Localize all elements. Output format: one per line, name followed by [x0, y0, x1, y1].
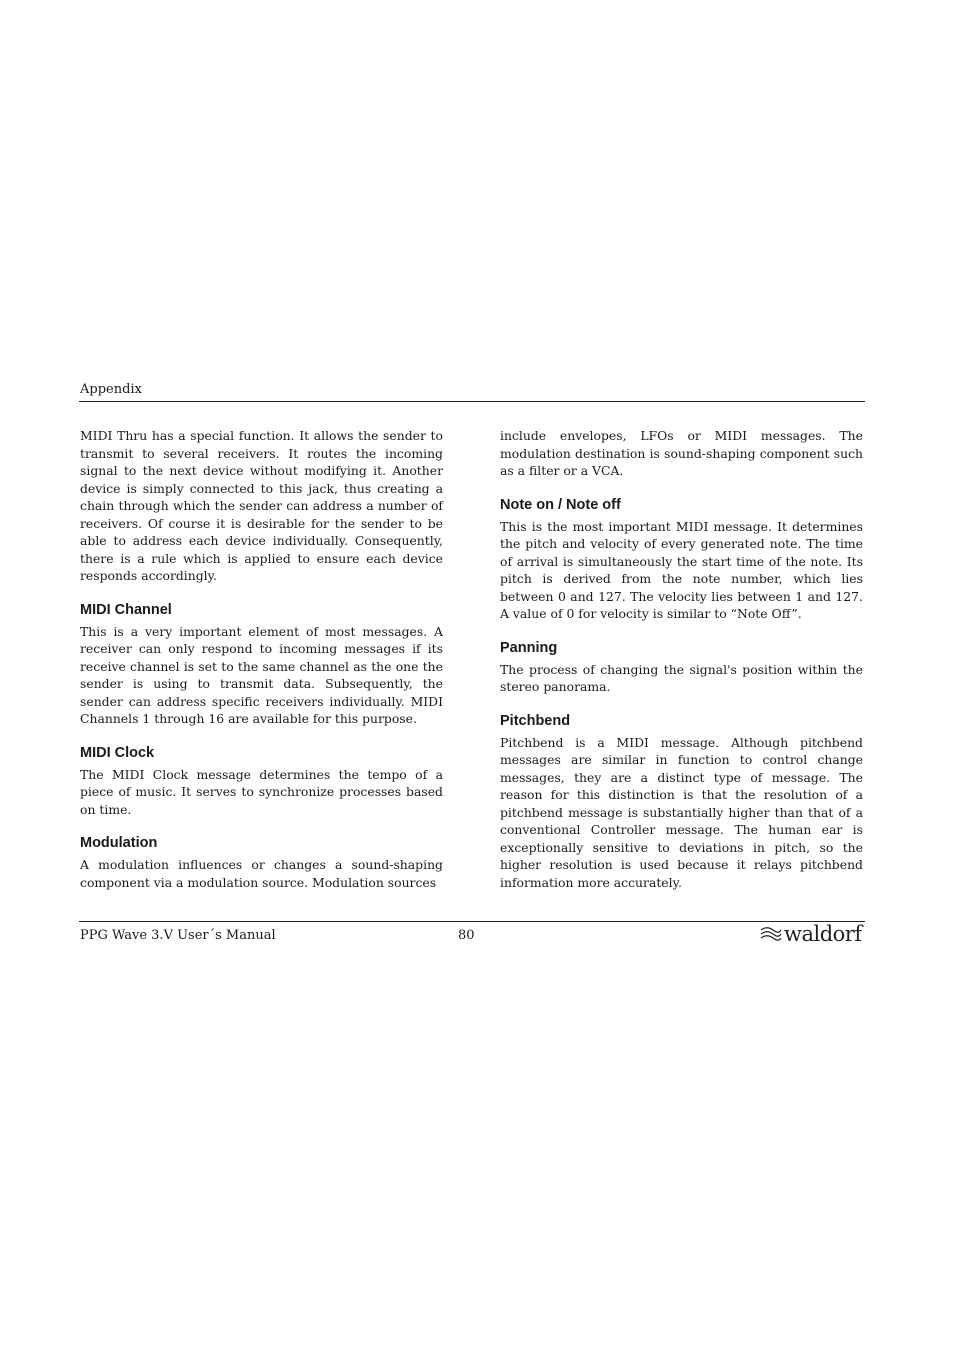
right-column: [500, 427, 863, 891]
panning-heading: Panning: [500, 639, 558, 656]
midi-channel-paragraph: This is a very important element of most messages. A receiver can only respond to incoming messages if its receive channel is set to the same channel as the one the sender is using to transmit data. Subsequently, the sender can address specific receivers individually. MIDI Channels 1 through 16 are available for this purpose.: [80, 623, 443, 726]
midi-clock-paragraph: The MIDI Clock message determines the tempo of a piece of music. It serves to synchronize processes based on time.: [80, 766, 443, 817]
midi-clock-heading: MIDI Clock: [80, 744, 155, 761]
pitchbend-heading: Pitchbend: [500, 712, 571, 729]
left-column: [80, 427, 443, 891]
modulation-heading: Modulation: [80, 835, 158, 851]
running-head: Appendix: [80, 382, 142, 397]
panning-paragraph: The process of changing the signal's position within the stereo panorama.: [500, 661, 863, 694]
pitchbend-paragraph: Pitchbend is a MIDI message. Although pitchbend messages are similar in function to control change messages, they are a distinct type of message. The reason for this distinction is that the resolution of a pitchbend message is substantially higher than that of a conventional Controller message. The human ear is exceptionally sensitive to deviations in pitch, so the higher resolution is used because it relays pitchbend information more accurately.: [500, 734, 863, 890]
waldorf-logo-text: waldorf: [784, 922, 862, 946]
modulation-continuation-paragraph: include envelopes, LFOs or MIDI messages. The modulation destination is sound-shaping component such as a filter or a VCA.: [500, 428, 863, 478]
midi-channel-heading: MIDI Channel: [80, 601, 172, 618]
midi-thru-paragraph: MIDI Thru has a special function. It allows the sender to transmit to several receivers. It routes the incoming signal to the next device without modifying it. Another device is simply connected to this jack, thus creating a chain through which the sender can address a number of receivers. Of course it is desirable for the sender to be able to address each device individually. Consequently, there is a rule which is applied to ensure each device responds accordingly.: [80, 428, 443, 583]
footer-rule: [79, 921, 865, 922]
manual-title: PPG Wave 3.V User´s Manual: [80, 928, 276, 943]
waldorf-logo: [760, 922, 866, 946]
page-number: 80: [458, 928, 475, 943]
waldorf-wave-icon: [760, 925, 782, 943]
note-on-off-paragraph: This is the most important MIDI message. It determines the pitch and velocity of every generated note. The time of arrival is simultaneously the start time of the note. Its pitch is derived from the note number, which lies between 0 and 127. The velocity lies between 1 and 127. A value of 0 for velocity is similar to “Note Off”.: [500, 518, 863, 621]
note-on-off-heading: Note on / Note off: [500, 496, 621, 513]
modulation-paragraph: A modulation influences or changes a sound-shaping component via a modulation source. Modulation sources: [80, 857, 443, 890]
header-rule: [79, 401, 865, 402]
